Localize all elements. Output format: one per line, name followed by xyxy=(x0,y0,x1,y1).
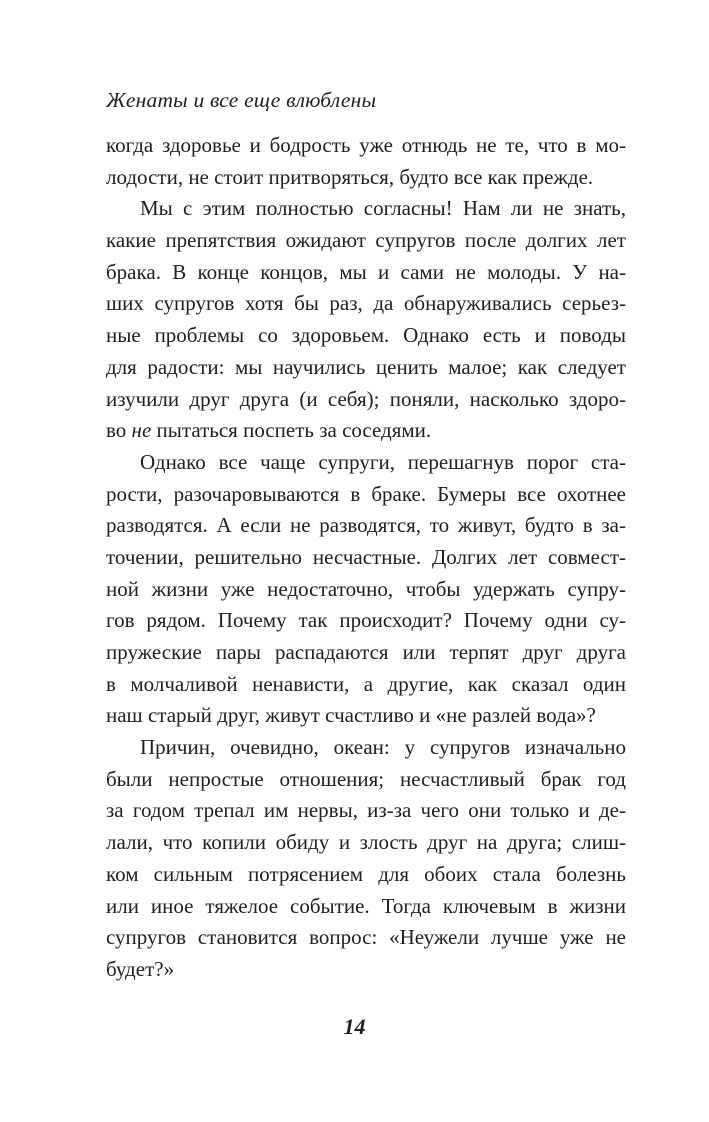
text-line xyxy=(106,700,626,732)
emphasis-text: не xyxy=(131,418,152,443)
text-line xyxy=(106,542,626,574)
text-line xyxy=(106,795,626,827)
text-segment: разводятся. А если не разводятся, то живут, будто в за- xyxy=(106,513,626,538)
text-line xyxy=(106,859,626,891)
text-line xyxy=(106,193,626,225)
text-line xyxy=(106,954,626,986)
text-line xyxy=(106,225,626,257)
text-line xyxy=(106,288,626,320)
text-line xyxy=(106,415,626,447)
text-line xyxy=(106,732,626,764)
body-text xyxy=(106,130,626,986)
text-segment: лали, что копили обиду и злость друг на друга; слиш- xyxy=(106,830,626,855)
text-line xyxy=(106,479,626,511)
text-segment: ших супругов хотя бы раз, да обнаруживались серьез- xyxy=(106,291,626,316)
text-line xyxy=(106,257,626,289)
text-line xyxy=(106,320,626,352)
text-line xyxy=(106,447,626,479)
text-segment: в молчаливой ненависти, а другие, как сказал один xyxy=(106,671,626,696)
text-segment: лодости, не стоит притворяться, будто все как прежде. xyxy=(106,164,594,189)
text-line xyxy=(106,669,626,701)
text-segment: за годом трепал им нервы, из-за чего они только и де- xyxy=(106,798,626,823)
text-segment: гов рядом. Почему так происходит? Почему одни су- xyxy=(106,608,626,633)
text-line xyxy=(106,162,626,194)
text-line xyxy=(106,510,626,542)
text-segment: для радости: мы научились ценить малое; как следует xyxy=(106,354,626,379)
text-segment: ные проблемы со здоровьем. Однако есть и поводы xyxy=(106,323,626,348)
text-line xyxy=(106,827,626,859)
text-segment: точении, решительно несчастные. Долгих лет совмест- xyxy=(106,544,626,569)
text-segment: пытаться поспеть за соседями. xyxy=(151,418,432,443)
text-line xyxy=(106,637,626,669)
text-line xyxy=(106,574,626,606)
text-segment: Однако все чаще супруги, перешагнув порог ста- xyxy=(140,449,626,474)
text-segment: Мы с этим полностью согласны! Нам ли не знать, xyxy=(140,196,626,221)
page-number: 14 xyxy=(343,1014,366,1039)
text-segment: или иное тяжелое событие. Тогда ключевым в жизни xyxy=(106,893,626,918)
text-segment: когда здоровье и бодрость уже отнюдь не те, что в мо- xyxy=(106,133,626,157)
text-segment: рости, разочаровываются в браке. Бумеры все охотнее xyxy=(106,481,626,506)
text-segment: ком сильным потрясением для обоих стала болезнь xyxy=(106,861,626,886)
text-segment: какие препятствия ожидают супругов после долгих лет xyxy=(106,228,626,253)
text-line xyxy=(106,352,626,384)
text-line xyxy=(106,130,626,162)
text-segment: супругов становится вопрос: «Неужели лучше уже не xyxy=(106,925,626,950)
text-segment: во xyxy=(106,418,132,443)
running-head: Женаты и все еще влюблены xyxy=(106,88,377,112)
text-line xyxy=(106,764,626,796)
text-segment: будет?» xyxy=(106,956,175,981)
text-segment: Причин, очевидно, океан: у супругов изначально xyxy=(140,735,626,760)
text-segment: были непростые отношения; несчастливый брак год xyxy=(106,766,626,791)
text-line xyxy=(106,922,626,954)
text-line xyxy=(106,605,626,637)
text-line xyxy=(106,384,626,416)
text-segment: изучили друг друга (и себя); поняли, насколько здоро- xyxy=(106,386,626,411)
text-line xyxy=(106,891,626,923)
text-segment: наш старый друг, живут счастливо и «не разлей вода»? xyxy=(106,703,596,728)
text-segment: брака. В конце концов, мы и сами не молоды. У на- xyxy=(106,259,626,284)
text-segment: ной жизни уже недостаточно, чтобы удержать супру- xyxy=(106,576,626,601)
text-segment: пружеские пары распадаются или терпят друг друга xyxy=(106,640,626,664)
